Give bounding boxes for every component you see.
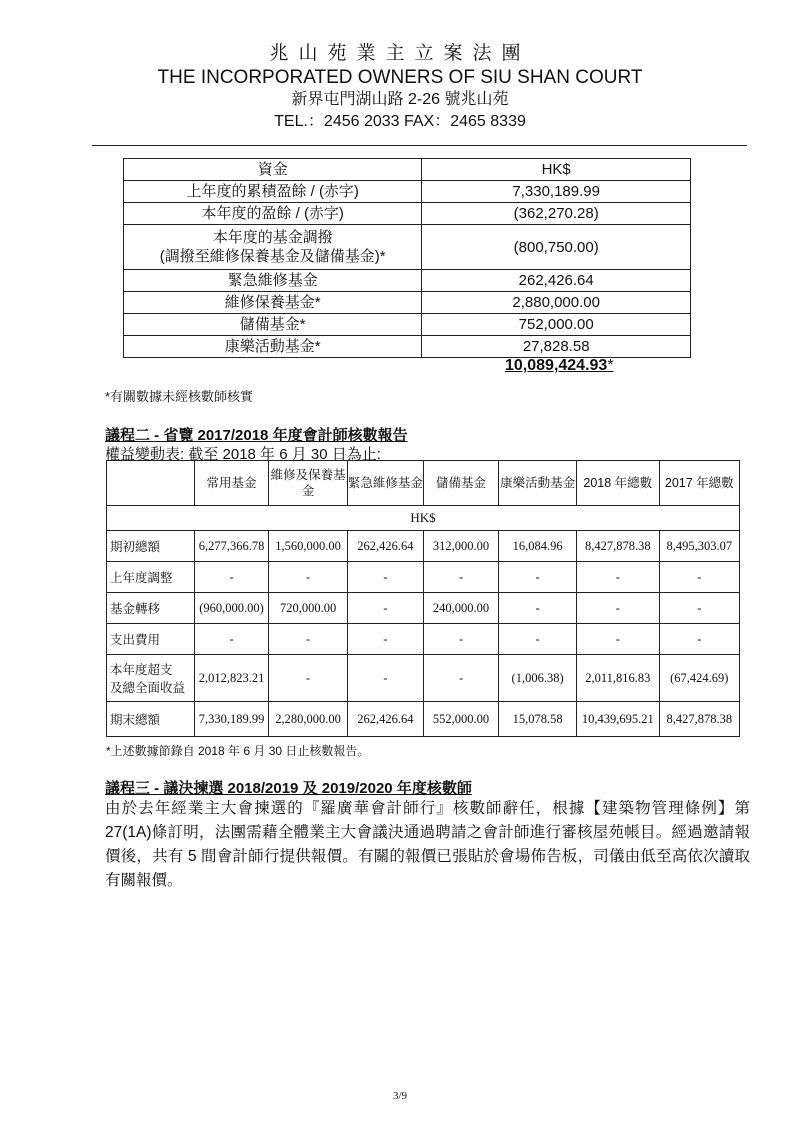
equity-cell: -: [269, 562, 347, 593]
fund-header-label: 資金: [124, 159, 422, 181]
fund-header-currency: HK$: [422, 159, 691, 181]
fund-total-mark: *: [607, 357, 614, 374]
table-row: [107, 702, 740, 737]
section2-title-text: 議程二 - 省覽 2017/2018 年度會計師核數報告: [105, 427, 408, 444]
equity-cell: -: [347, 593, 423, 624]
equity-cell: 8,427,878.38: [659, 702, 739, 737]
equity-row-label: 期初總額: [107, 531, 195, 562]
equity-cell: 2,280,000.00: [269, 702, 347, 737]
equity-cell: -: [347, 624, 423, 655]
equity-row-label-line: 及總全面收益: [110, 681, 186, 695]
section2-title: [105, 424, 408, 445]
equity-cell: 16,084.96: [499, 531, 577, 562]
fund-row-label-line: 本年度的基金調撥: [212, 229, 333, 246]
equity-cell: 262,426.64: [347, 531, 423, 562]
equity-cell: -: [577, 562, 660, 593]
org-address: 新界屯門湖山路 2-26 號兆山苑: [291, 91, 509, 108]
equity-cell: 8,427,878.38: [577, 531, 660, 562]
org-contact: TEL.：2456 2033 FAX：2465 8339: [274, 113, 526, 130]
equity-cell: (1,006.38): [499, 655, 577, 702]
fund-row: [124, 270, 691, 292]
fund-row: [124, 225, 691, 270]
fund-row-label: 本年度的盈餘 / (赤字): [124, 203, 422, 225]
equity-cell: 312,000.00: [423, 531, 498, 562]
table-row: [107, 562, 740, 593]
equity-cell: -: [423, 562, 498, 593]
fund-row: [124, 181, 691, 203]
fund-row-value: 262,426.64: [422, 270, 691, 292]
equity-cell: 262,426.64: [347, 702, 423, 737]
equity-row-label: 期末總額: [107, 702, 195, 737]
equity-cell: 6,277,366.78: [194, 531, 269, 562]
fund-header-row: [124, 159, 691, 181]
fund-row-label-line: (調撥至維修保養基金及儲備基金)*: [159, 248, 386, 265]
table-row: [107, 593, 740, 624]
section3-title: [105, 777, 472, 798]
table-row: [107, 531, 740, 562]
equity-cell: -: [269, 655, 347, 702]
table-row: [107, 655, 740, 702]
section2-subtitle: 權益變動表: 截至 2018 年 6 月 30 日為止:: [105, 446, 381, 463]
fund-row-value: 752,000.00: [422, 314, 691, 336]
equity-cell: 7,330,189.99: [194, 702, 269, 737]
fund-summary-table: [123, 158, 691, 358]
equity-changes-table: [106, 460, 740, 737]
equity-row-label: [107, 655, 195, 702]
equity-header-row: [107, 461, 740, 506]
equity-col-header: 康樂活動基金: [499, 461, 577, 506]
fund-row: [124, 292, 691, 314]
equity-cell: 10,439,695.21: [577, 702, 660, 737]
equity-cell: -: [659, 624, 739, 655]
equity-cell: 8,495,303.07: [659, 531, 739, 562]
fund-row-value: 27,828.58: [422, 336, 691, 358]
equity-cell: 1,560,000.00: [269, 531, 347, 562]
fund-row-label: 康樂活動基金*: [124, 336, 422, 358]
fund-total-value: 10,089,424.93: [505, 357, 608, 374]
equity-col-header: 維修及保養基金: [269, 461, 347, 506]
equity-cell: (67,424.69): [659, 655, 739, 702]
equity-cell: 240,000.00: [423, 593, 498, 624]
equity-unit: HK$: [107, 506, 740, 531]
page-number: 3/9: [392, 1090, 408, 1102]
equity-cell: -: [423, 655, 498, 702]
equity-cell: -: [577, 593, 660, 624]
equity-cell: 2,011,816.83: [577, 655, 660, 702]
equity-cell: -: [423, 624, 498, 655]
equity-cell: -: [269, 624, 347, 655]
fund-row-value: 2,880,000.00: [422, 292, 691, 314]
equity-cell: -: [499, 624, 577, 655]
fund-row-value: (362,270.28): [422, 203, 691, 225]
fund-row-value: (800,750.00): [422, 225, 691, 270]
fund-note: *有關數據未經核數師核實: [105, 389, 254, 404]
header-divider: [92, 145, 747, 146]
org-name-english: THE INCORPORATED OWNERS OF SIU SHAN COURT: [157, 67, 643, 88]
fund-row-label: [124, 225, 422, 270]
letterhead: [0, 42, 800, 133]
equity-cell: -: [194, 562, 269, 593]
fund-total: [505, 357, 614, 375]
equity-cell: -: [194, 624, 269, 655]
fund-row: [124, 203, 691, 225]
equity-cell: -: [499, 593, 577, 624]
equity-col-header: 緊急維修基金: [347, 461, 423, 506]
equity-cell: 720,000.00: [269, 593, 347, 624]
equity-cell: (960,000.00): [194, 593, 269, 624]
section3-body: 由於去年經業主大會揀選的『羅廣華會計師行』核數師辭任，根據【建築物管理條例】第 27(1A)條訂明，法團需藉全體業主大會議決通過聘請之會計師進行審核屋苑帳目。經過邀請報價後，共有 5 間會計師行提供報價。有關的報價已張貼於會場佈告板，司儀由低至高依次讀取有關報價。: [105, 800, 750, 889]
equity-row-label-line: 本年度超支: [110, 663, 173, 677]
equity-cell: -: [659, 562, 739, 593]
fund-row-label: 儲備基金*: [124, 314, 422, 336]
org-name-chinese: 兆山苑業主立案法團: [269, 43, 531, 64]
section3-title-text: 議程三 - 議決揀選 2018/2019 及 2019/2020 年度核數師: [105, 780, 472, 797]
equity-cell: -: [347, 562, 423, 593]
equity-cell: -: [659, 593, 739, 624]
equity-row-label: 上年度調整: [107, 562, 195, 593]
fund-row-label: 緊急維修基金: [124, 270, 422, 292]
equity-col-header: 2018 年總數: [577, 461, 660, 506]
equity-col-header: 儲備基金: [423, 461, 498, 506]
equity-cell: 2,012,823.21: [194, 655, 269, 702]
equity-note: *上述數據節錄自 2018 年 6 月 30 日止核數報告。: [106, 744, 370, 758]
table-row: [107, 624, 740, 655]
equity-cell: -: [577, 624, 660, 655]
fund-row: [124, 336, 691, 358]
fund-row-value: 7,330,189.99: [422, 181, 691, 203]
equity-row-label: 支出費用: [107, 624, 195, 655]
equity-corner-cell: [107, 461, 195, 506]
equity-row-label: 基金轉移: [107, 593, 195, 624]
equity-cell: -: [499, 562, 577, 593]
equity-unit-row: [107, 506, 740, 531]
equity-cell: 552,000.00: [423, 702, 498, 737]
fund-row-label: 上年度的累積盈餘 / (赤字): [124, 181, 422, 203]
fund-row-label: 維修保養基金*: [124, 292, 422, 314]
fund-row: [124, 314, 691, 336]
equity-col-header: 2017 年總數: [659, 461, 739, 506]
equity-cell: -: [347, 655, 423, 702]
equity-col-header: 常用基金: [194, 461, 269, 506]
equity-cell: 15,078.58: [499, 702, 577, 737]
